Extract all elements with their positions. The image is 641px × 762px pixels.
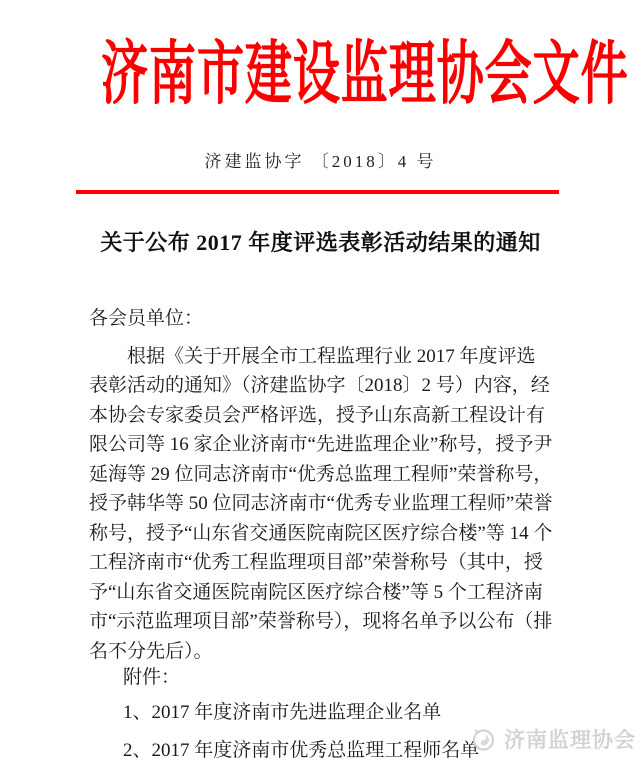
- association-logo-icon: [470, 726, 497, 753]
- body-paragraph: 根据《关于开展全市工程监理行业 2017 年度评选表彰活动的通知》（济建监协字〔2018〕2 号）内容，经本协会专家委员会严格评选，授予山东高新工程设计有限公司等 16 家企业济南市“先进监理企业”称号，授予尹延海等 29 位同志济南市“优秀总监理工程师”荣誉称号，授予韩华等 50 位同志济南市“优秀专业监理工程师”荣誉称号，授予“山东省交通医院南院区医疗综合楼”等 14 个工程济南市“优秀工程监理项目部”荣誉称号（其中，授予“山东省交通医院南院区医疗综合楼”等 5 个工程济南市“示范监理项目部”荣誉称号），现将名单予以公布（排名不分先后）。: [89, 345, 553, 662]
- masthead-org-title: 济南市建设监理协会文件: [100, 36, 629, 112]
- watermark: [470, 724, 636, 754]
- notice-body: [89, 304, 553, 666]
- salutation: 各会员单位：: [89, 308, 204, 329]
- attachments-section: [123, 663, 479, 762]
- attachment-item: 2、2017 年度济南市优秀总监理工程师名单: [123, 740, 480, 761]
- watermark-text: 济南监理协会: [504, 729, 636, 752]
- attachment-item: 1、2017 年度济南市先进监理企业名单: [123, 702, 442, 723]
- doc-reference-number: 济建监协字 〔2018〕4 号: [204, 152, 437, 171]
- attachments-label: 附件：: [123, 667, 181, 688]
- notice-title: 关于公布 2017 年度评选表彰活动结果的通知: [100, 230, 541, 255]
- red-divider-line: [76, 190, 559, 194]
